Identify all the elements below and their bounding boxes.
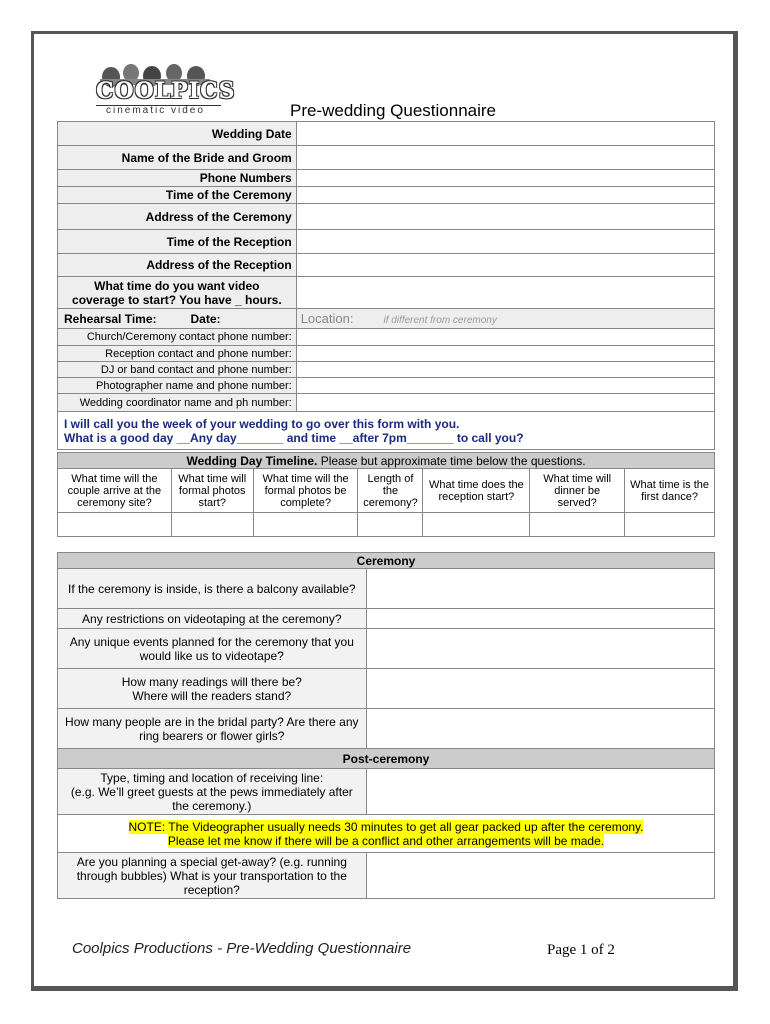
coverage-line-1: What time do you want video xyxy=(94,278,260,293)
reception-contact-label: Reception contact and phone number: xyxy=(58,346,297,362)
readings-line-1: How many readings will there be? xyxy=(121,674,302,689)
timeline-answer-reception[interactable] xyxy=(423,513,530,537)
logo-tagline: cinematic video xyxy=(106,105,205,116)
rehearsal-time-label: Rehearsal Time: xyxy=(64,311,157,326)
rehearsal-label xyxy=(58,309,297,329)
timeline-header xyxy=(58,453,715,469)
church-contact-field[interactable] xyxy=(296,329,714,346)
balcony-answer[interactable] xyxy=(366,569,714,609)
phones-label: Phone Numbers xyxy=(58,170,297,187)
receiving-line-2: (e.g. We’ll greet guests at the pews immediately after the ceremony.) xyxy=(70,784,353,813)
page-number: Page 1 of 2 xyxy=(547,942,615,958)
logo-wordmark: COOLPICS xyxy=(96,78,236,104)
coverage-field[interactable] xyxy=(296,277,714,309)
names-field[interactable] xyxy=(296,146,714,170)
timeline-col-arrive: What time will the couple arrive at the ceremony site? xyxy=(58,469,172,513)
note-line-1: NOTE: The Videographer usually needs 30 minutes to get all gear packed up after the ceremony. xyxy=(128,819,644,834)
ceremony-time-label: Time of the Ceremony xyxy=(58,187,297,204)
timeline-instructions: Please but approximate time below the questions. xyxy=(317,453,586,468)
timeline-answer-dinner[interactable] xyxy=(530,513,625,537)
timeline-table xyxy=(57,452,715,537)
names-label: Name of the Bride and Groom xyxy=(58,146,297,170)
receiving-line-answer[interactable] xyxy=(366,769,714,815)
timeline-col-photos-end: What time will the formal photos be complete? xyxy=(253,469,358,513)
photographer-label: Photographer name and phone number: xyxy=(58,378,297,394)
coverage-line-2: coverage to start? You have _ hours. xyxy=(72,292,282,307)
timeline-answer-dance[interactable] xyxy=(625,513,715,537)
post-ceremony-header: Post-ceremony xyxy=(58,749,715,769)
location-note: if different from ceremony xyxy=(383,315,497,326)
page-title: Pre-wedding Questionnaire xyxy=(290,101,497,120)
note-line-2: Please let me know if there will be a conflict and other arrangements will be made. xyxy=(167,833,605,848)
dj-contact-field[interactable] xyxy=(296,362,714,378)
timeline-answer-photos-start[interactable] xyxy=(171,513,253,537)
timeline-title: Wedding Day Timeline. xyxy=(186,453,318,468)
packing-note xyxy=(58,815,715,853)
location-label: Location: xyxy=(300,311,354,326)
rehearsal-date-label: Date: xyxy=(190,311,221,326)
timeline-col-dinner: What time will dinner be served? xyxy=(530,469,625,513)
reception-contact-field[interactable] xyxy=(296,346,714,362)
readings-question xyxy=(58,669,367,709)
timeline-col-dance: What time is the first dance? xyxy=(625,469,715,513)
ceremony-header: Ceremony xyxy=(58,553,715,569)
wedding-date-label: Wedding Date xyxy=(58,122,297,146)
receiving-line-1: Type, timing and location of receiving line: xyxy=(100,770,324,785)
rehearsal-location[interactable] xyxy=(296,309,714,329)
ceremony-time-field[interactable] xyxy=(296,187,714,204)
bridal-party-question: How many people are in the bridal party? Are there any ring bearers or flower girls? xyxy=(58,709,367,749)
phones-field[interactable] xyxy=(296,170,714,187)
coordinator-field[interactable] xyxy=(296,394,714,412)
readings-answer[interactable] xyxy=(366,669,714,709)
footer-title: Coolpics Productions - Pre-Wedding Questionnaire xyxy=(72,940,412,957)
balcony-question: If the ceremony is inside, is there a balcony available? xyxy=(58,569,367,609)
photographer-field[interactable] xyxy=(296,378,714,394)
unique-events-answer[interactable] xyxy=(366,629,714,669)
ceremony-address-field[interactable] xyxy=(296,204,714,230)
timeline-col-reception: What time does the reception start? xyxy=(423,469,530,513)
call-line-1: I will call you the week of your wedding to go over this form with you. xyxy=(64,416,460,431)
receiving-line-question xyxy=(58,769,367,815)
reception-address-field[interactable] xyxy=(296,254,714,277)
timeline-answer-photos-end[interactable] xyxy=(253,513,358,537)
timeline-answer-length[interactable] xyxy=(358,513,423,537)
reception-time-label: Time of the Reception xyxy=(58,230,297,254)
timeline-answer-arrive[interactable] xyxy=(58,513,172,537)
call-note xyxy=(58,412,715,450)
restrictions-answer[interactable] xyxy=(366,609,714,629)
coverage-label xyxy=(58,277,297,309)
info-table xyxy=(57,121,715,450)
readings-line-2: Where will the readers stand? xyxy=(132,688,292,703)
church-contact-label: Church/Ceremony contact phone number: xyxy=(58,329,297,346)
call-line-2: What is a good day __Any day_______ and time __after 7pm_______ to call you? xyxy=(64,430,524,445)
ceremony-address-label: Address of the Ceremony xyxy=(58,204,297,230)
timeline-col-photos-start: What time will formal photos start? xyxy=(171,469,253,513)
timeline-col-length: Length of the ceremony? xyxy=(358,469,423,513)
ceremony-table xyxy=(57,552,715,899)
bridal-party-answer[interactable] xyxy=(366,709,714,749)
getaway-question: Are you planning a special get-away? (e.g. running through bubbles) What is your transportation to the reception? xyxy=(58,853,367,899)
unique-events-question: Any unique events planned for the ceremony that you would like us to videotape? xyxy=(58,629,367,669)
getaway-answer[interactable] xyxy=(366,853,714,899)
restrictions-question: Any restrictions on videotaping at the ceremony? xyxy=(58,609,367,629)
reception-time-field[interactable] xyxy=(296,230,714,254)
coordinator-label: Wedding coordinator name and ph number: xyxy=(58,394,297,412)
dj-contact-label: DJ or band contact and phone number: xyxy=(58,362,297,378)
wedding-date-field[interactable] xyxy=(296,122,714,146)
reception-address-label: Address of the Reception xyxy=(58,254,297,277)
